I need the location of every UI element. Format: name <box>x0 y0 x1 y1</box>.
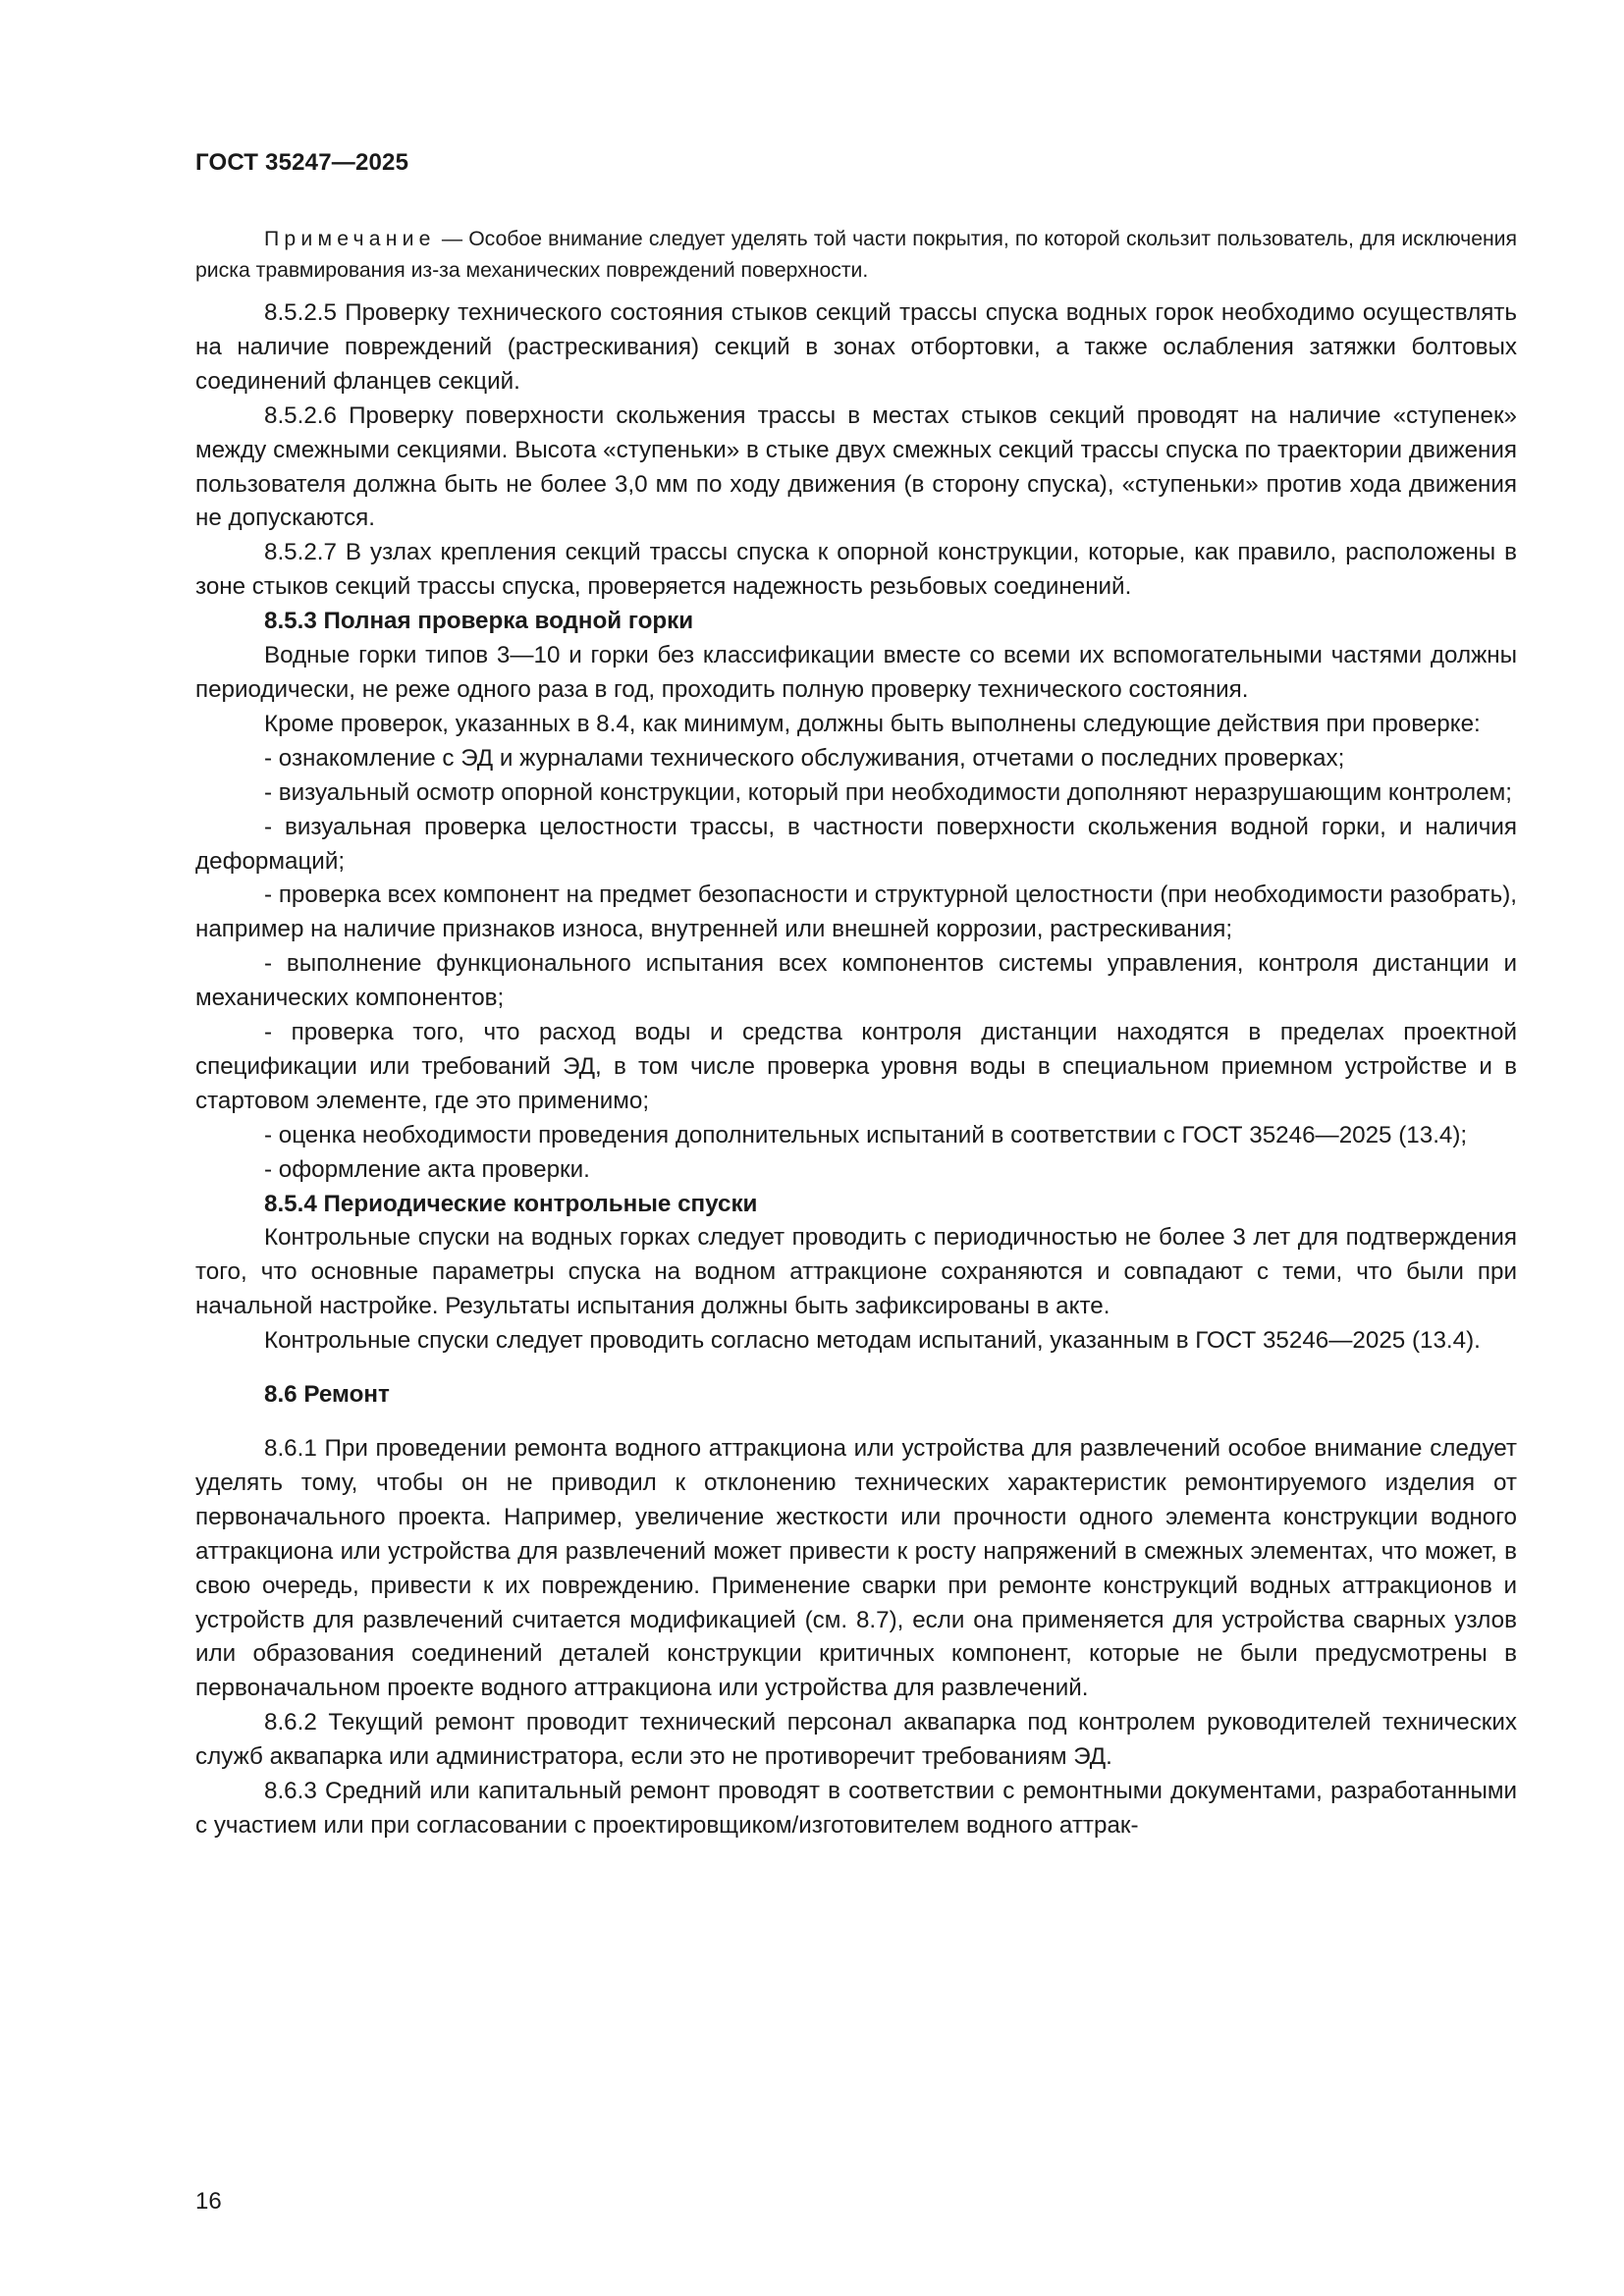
list-item: - ознакомление с ЭД и журналами технического обслуживания, отчетами о последних проверках; <box>264 744 1345 772</box>
paragraph: Контрольные спуски на водных горках следует проводить с периодичностью не более 3 лет для подтверждения того, что основные параметры спуска на водном аттракционе сохраняются и совпадают с теми, что были при начальной настройке. Результаты испытания должны быть зафиксированы в акте. <box>195 1224 1517 1320</box>
list-item: - визуальная проверка целостности трассы, в частности поверхности скольжения водной горки, и наличия деформаций; <box>195 813 1517 875</box>
paragraph: Контрольные спуски следует проводить согласно методам испытаний, указанным в ГОСТ 35246—2025 (13.4). <box>264 1327 1481 1355</box>
note <box>195 224 1517 287</box>
clause-8-6-1: 8.6.1 При проведении ремонта водного аттракциона или устройства для развлечений особое внимание следует уделять тому, чтобы он не приводил к отклонению технических характеристик ремонтируемого изделия от первоначального проекта. Например, увеличение жесткости или прочности одного элемента конструкции водного аттракциона или устройства для развлечений может привести к росту напряжений в смежных элементах, что может, в свою очередь, привести к их повреждению. Применение сварки при ремонте конструкций водных аттракционов и устройств для развлечений считается модификацией (см. 8.7), если она применяется для устройства сварных узлов или образования соединений деталей конструкции критичных компонент, которые не были предусмотрены в первоначальном проекте водного аттракциона или устройства для развлечений. <box>195 1435 1517 1702</box>
list-item: - оценка необходимости проведения дополнительных испытаний в соответствии с ГОСТ 35246—2025 (13.4); <box>264 1121 1468 1148</box>
clause-8-6-3: 8.6.3 Средний или капитальный ремонт проводят в соответствии с ремонтными документами, разработанными с участием или при согласовании с проектировщиком/изготовителем водного аттрак- <box>195 1778 1517 1839</box>
clause-8-5-2-6: 8.5.2.6 Проверку поверхности скольжения трассы в местах стыков секций проводят на наличие «ступенек» между смежными секциями. Высота «ступеньки» в стыке двух смежных секций трассы спуска по траектории движения пользователя должна быть не более 3,0 мм по ходу движения (в сторону спуска), «ступеньки» против хода движения не допускаются. <box>195 401 1517 532</box>
clause-8-5-2-5: 8.5.2.5 Проверку технического состояния стыков секций трассы спуска водных горок необходимо осуществлять на наличие повреждений (растрескивания) секций в зонах отбортовки, а также ослабления затяжки болтовых соединений фланцев секций. <box>195 299 1517 395</box>
paragraph: Кроме проверок, указанных в 8.4, как минимум, должны быть выполнены следующие действия при проверке: <box>264 710 1481 737</box>
note-text: — Особое внимание следует уделять той части покрытия, по которой скользит пользователь, для исключения риска травмирования из-за механических повреждений поверхности. <box>195 228 1517 282</box>
list-item: - визуальный осмотр опорной конструкции, который при необходимости дополняют неразрушающим контролем; <box>264 778 1512 806</box>
note-label: Примечание <box>264 228 436 250</box>
list-item: - проверка того, что расход воды и средства контроля дистанции находятся в пределах проектной спецификации или требований ЭД, в том числе проверка уровня воды в специальном приемном устройстве и в стартовом элементе, где это применимо; <box>195 1019 1517 1114</box>
page-number: 16 <box>195 2188 222 2215</box>
subsection-title-8-5-3: 8.5.3 Полная проверка водной горки <box>264 608 694 635</box>
list-item: - оформление акта проверки. <box>264 1155 590 1183</box>
document-header: ГОСТ 35247—2025 <box>195 149 409 176</box>
list-item: - проверка всех компонент на предмет безопасности и структурной целостности (при необходимости разобрать), например на наличие признаков износа, внутренней или внешней коррозии, растрескивания; <box>195 881 1517 943</box>
subsection-title-8-5-4: 8.5.4 Периодические контрольные спуски <box>264 1190 758 1217</box>
clause-8-6-2: 8.6.2 Текущий ремонт проводит технический персонал аквапарка под контролем руководителей технических служб аквапарка или администратора, если это не противоречит требованиям ЭД. <box>195 1709 1517 1771</box>
section-title-8-6: 8.6 Ремонт <box>264 1381 390 1409</box>
clause-8-5-2-7: 8.5.2.7 В узлах крепления секций трассы спуска к опорной конструкции, которые, как правило, расположены в зоне стыков секций трассы спуска, проверяется надежность резьбовых соединений. <box>195 539 1517 601</box>
paragraph: Водные горки типов 3—10 и горки без классификации вместе со всеми их вспомогательными частями должны периодически, не реже одного раза в год, проходить полную проверку технического состояния. <box>195 642 1517 703</box>
document-page <box>195 0 1517 2296</box>
list-item: - выполнение функционального испытания всех компонентов системы управления, контроля дистанции и механических компонентов; <box>195 950 1517 1012</box>
document-body <box>195 224 1517 1843</box>
